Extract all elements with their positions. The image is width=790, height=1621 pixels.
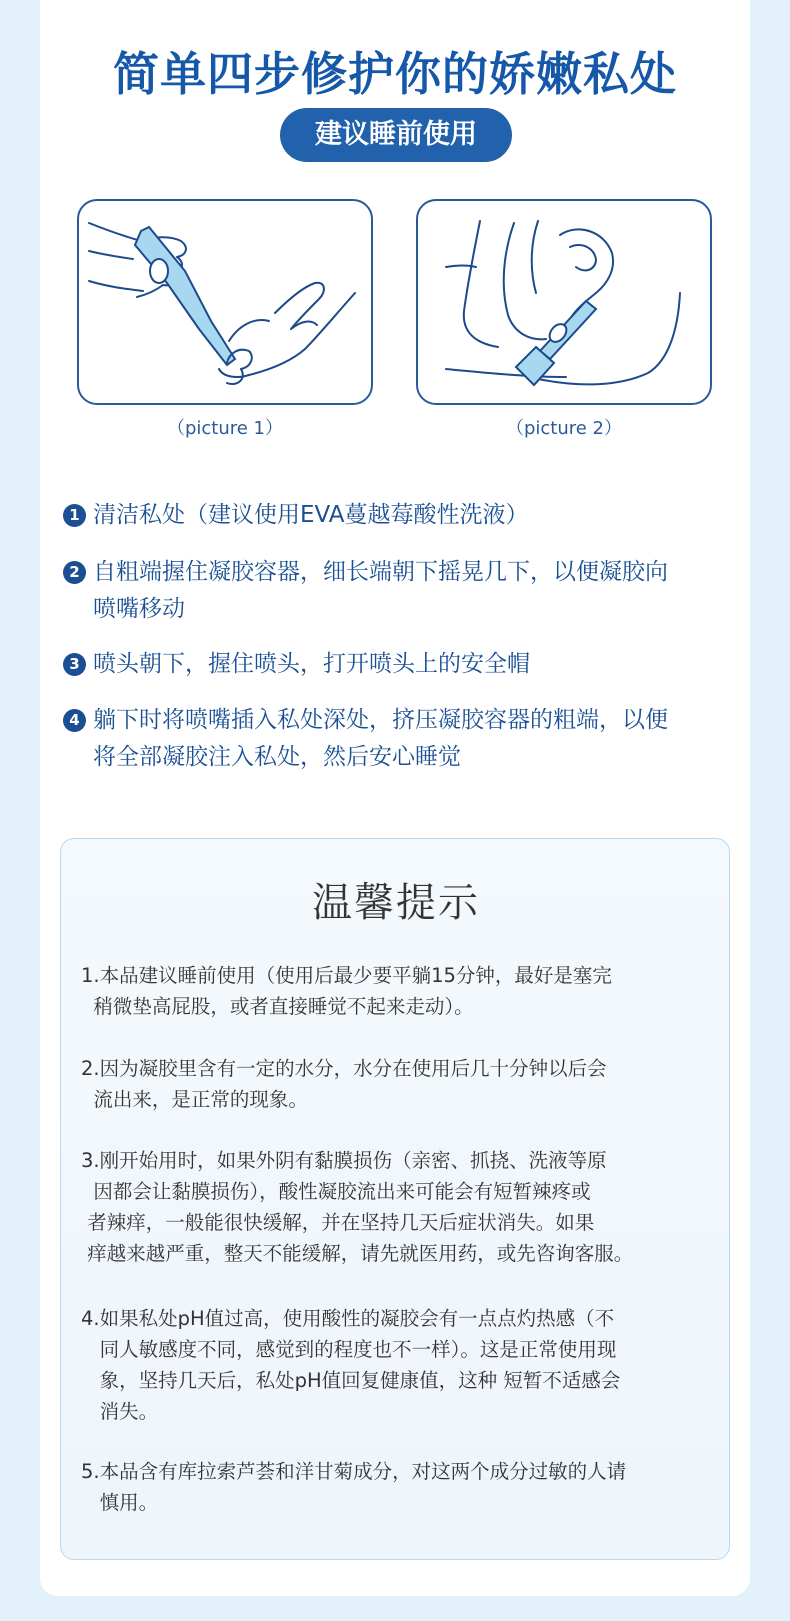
step-2: 2 自粗端握住凝胶容器，细长端朝下摇晃几下，以便凝胶向 喷嘴移动 <box>63 554 733 628</box>
usage-badge: 建议睡前使用 <box>280 108 512 162</box>
picture-2-caption: （picture 2） <box>505 418 623 439</box>
tip-1: 1.本品建议睡前使用（使用后最少要平躺15分钟，最好是塞完 稍微垫高屁股，或者直接睡觉不起来走动）。 <box>81 964 612 1018</box>
tips-title: 温馨提示 <box>312 880 480 926</box>
step-number-4: 4 <box>63 709 86 732</box>
picture-1-caption: （picture 1） <box>166 418 284 439</box>
step-number-1: 1 <box>63 504 86 527</box>
page-title: 简单四步修护你的娇嫩私处 <box>113 47 677 101</box>
applicator-insertion-illustration-icon <box>418 201 712 405</box>
step-number-2: 2 <box>63 561 86 584</box>
step-1: 1 清洁私处（建议使用EVA蔓越莓酸性洗液） <box>63 497 733 534</box>
step-4: 4 躺下时将喷嘴插入私处深处，挤压凝胶容器的粗端，以便 将全部凝胶注入私处，然后安心睡觉 <box>63 702 733 776</box>
step-number-3: 3 <box>63 653 86 676</box>
tip-2: 2.因为凝胶里含有一定的水分，水分在使用后几十分钟以后会 流出来，是正常的现象。 <box>81 1057 607 1111</box>
hand-holding-gel-applicator-icon <box>79 201 373 405</box>
picture-2 <box>416 199 712 405</box>
tip-4: 4.如果私处pH值过高，使用酸性的凝胶会有一点点灼热感（不 同人敏感度不同，感觉到的程度也不一样）。这是正常使用现 象，坚持几天后，私处pH值回复健康值，这种 短暂不适感会 消失。 <box>81 1307 621 1423</box>
tip-5: 5.本品含有库拉索芦荟和洋甘菊成分，对这两个成分过敏的人请 慎用。 <box>81 1460 627 1514</box>
tips-panel <box>60 838 730 1560</box>
step-3: 3 喷头朝下，握住喷头，打开喷头上的安全帽 <box>63 646 733 683</box>
tip-3: 3.刚开始用时，如果外阴有黏膜损伤（亲密、抓挠、洗液等原 因都会让黏膜损伤），酸性凝胶流出来可能会有短暂辣疼或 者辣痒，一般能很快缓解，并在坚持几天后症状消失。如果 痒越来越严重，整天不能缓解，请先就医用药，或先咨询客服。 <box>81 1149 634 1265</box>
picture-1 <box>77 199 373 405</box>
